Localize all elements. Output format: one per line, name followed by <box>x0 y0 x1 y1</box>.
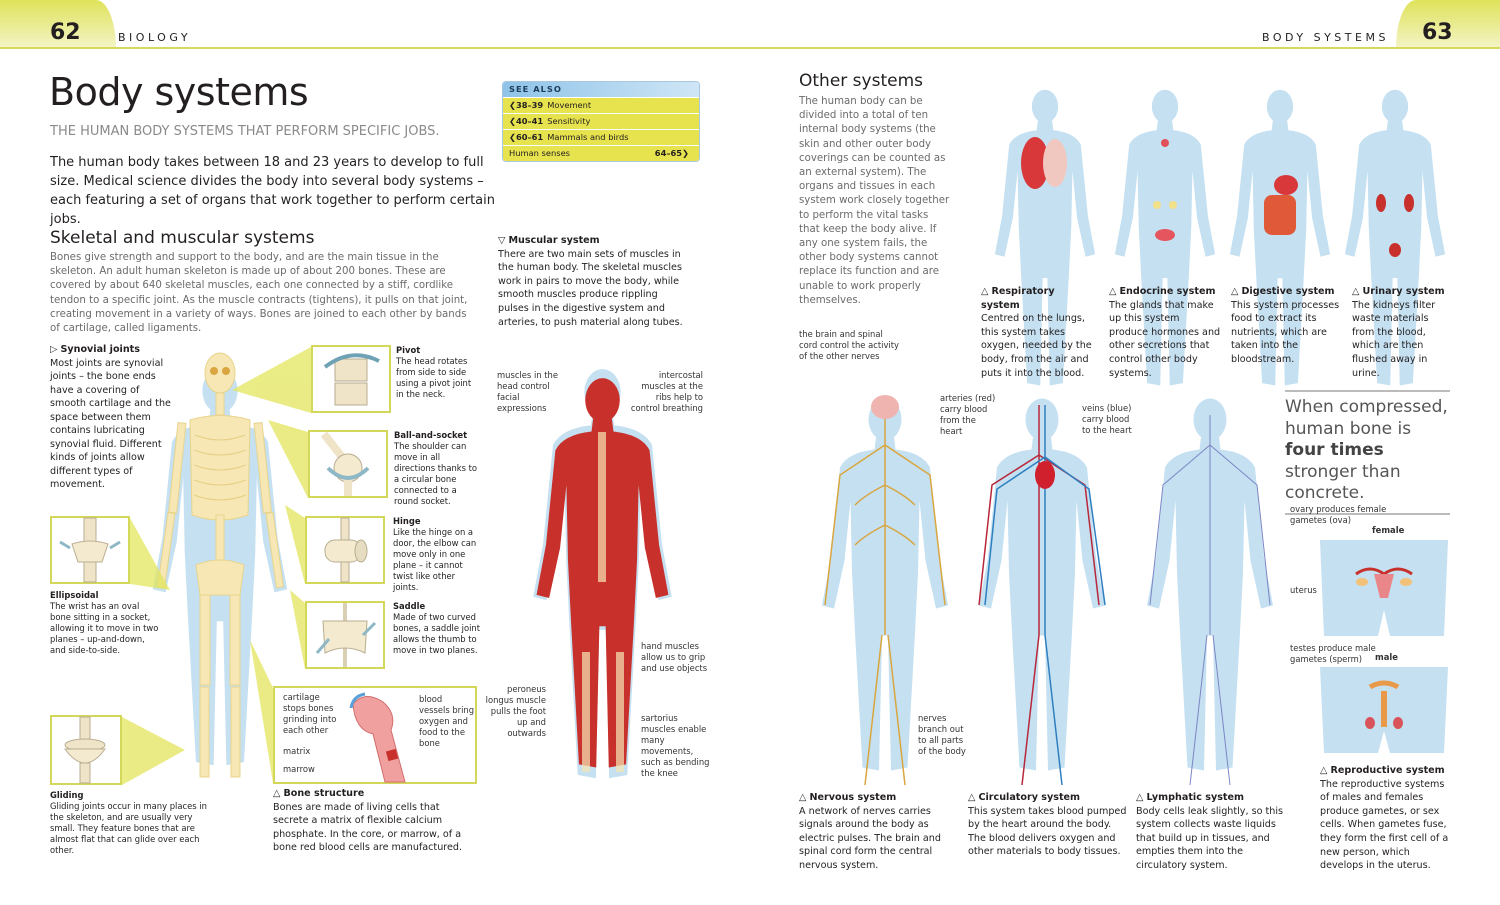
saddle-caption: Saddle Made of two curved bones, a saddle joint allows the thumb to move in two planes. <box>393 601 481 655</box>
see-also-link[interactable]: ❮40–41 Sensitivity <box>503 114 699 129</box>
endocrine-illustration <box>1105 85 1225 275</box>
urinary-caption: △ Urinary system The kidneys filter waste materials from the blood, which are then flushed away in urine. <box>1352 286 1445 379</box>
page-subtitle: THE HUMAN BODY SYSTEMS THAT PERFORM SPECIFIC JOBS. <box>50 124 440 139</box>
femur-cross-section-icon <box>335 690 425 782</box>
digestive-illustration <box>1220 85 1340 275</box>
synovial-caption: ▷ Synovial joints Most joints are synovial joints – the bone ends have a covering of smooth cartilage and the space between them contains lubricating synovial fluid. Different kinds of joints allow different types of movement. <box>50 344 171 490</box>
pivot-joint-icon <box>313 347 389 411</box>
see-also-link[interactable]: ❮60–61 Mammals and birds <box>503 130 699 145</box>
endocrine-caption: △ Endocrine system The glands that make up this system produce hormones and other secretions that control other body systems. <box>1109 286 1221 379</box>
arteries-label: arteries (red) carry blood from the heart <box>940 393 996 436</box>
pivot-caption: Pivot The head rotates from side to side using a pivot joint in the neck. <box>396 345 472 399</box>
circulatory-caption: △ Circulatory system This system takes blood pumped by the heart around the body. The blood delivers oxygen and other materials to body tissues. <box>968 792 1127 858</box>
blood-vessels-label: blood vessels bring oxygen and food to the bone <box>419 694 475 748</box>
intercostal-label: intercostal muscles at the ribs help to control breathing <box>630 370 703 413</box>
page-number-right: 63 <box>1422 20 1453 45</box>
hinge-caption: Hinge Like the hinge on a door, the elbow can move only in one plane – it cannot twist like other joints. <box>393 516 477 592</box>
urinary-illustration <box>1335 85 1455 275</box>
running-head-right: BODY SYSTEMS <box>1262 31 1389 44</box>
uterus-label: uterus <box>1290 585 1317 595</box>
gliding-joint-diagram <box>50 715 122 785</box>
lymphatic-caption: △ Lymphatic system Body cells leak slightly, so this system collects waste liquids that build up in tissues, and empties them into the circulatory system. <box>1136 792 1284 871</box>
other-systems-heading: Other systems <box>799 71 923 91</box>
ellipsoidal-caption: Ellipsoidal The wrist has an oval bone sitting in a socket, allowing it to move in two planes – up-and-down, and side-to-side. <box>50 590 159 655</box>
pivot-joint-diagram <box>311 345 391 413</box>
hand-muscles-label: hand muscles allow us to grip and use objects <box>641 641 708 673</box>
saddle-joint-diagram <box>305 601 385 669</box>
respiratory-illustration <box>985 85 1105 275</box>
respiratory-caption: △ Respiratory system Centred on the lungs, this system takes oxygen, needed by the body, from the air and puts it into the blood. <box>981 286 1092 379</box>
lymphatic-system-illustration <box>1135 385 1285 790</box>
ball-socket-joint-diagram <box>308 430 388 498</box>
circulatory-system-illustration <box>967 385 1117 790</box>
bone-structure-caption: △ Bone structure Bones are made of living cells that secrete a matrix of flexible calcium phosphate. In the core, or marrow, of a bone red blood cells are manufactured. <box>273 788 463 854</box>
hinge-joint-diagram <box>305 516 385 584</box>
cartilage-label: cartilage stops bones grinding into each other <box>283 692 337 735</box>
gliding-caption: Gliding Gliding joints occur in many places in the skeleton, and are usually very small. They feature bones that are almost flat that can glide over each other. <box>50 790 207 855</box>
page-number-left: 62 <box>50 20 81 45</box>
female-reproductive-illustration <box>1320 540 1448 636</box>
head-muscles-label: muscles in the head control facial expressions <box>497 370 558 413</box>
digestive-caption: △ Digestive system This system processes food to extract its nutrients, which are taken into the bloodstream. <box>1231 286 1340 365</box>
nervous-caption: △ Nervous system A network of nerves carries signals around the body as electric pulses. The brain and spinal cord form the central nervous system. <box>799 792 941 871</box>
ball-socket-caption: Ball-and-socket The shoulder can move in all directions thanks to a circular bone connected to a round socket. <box>394 430 478 506</box>
page-title: Body systems <box>49 70 309 114</box>
male-label: male <box>1375 652 1398 662</box>
nerves-label: nerves branch out to all parts of the body <box>918 713 966 756</box>
ellipsoidal-joint-diagram <box>50 516 130 584</box>
peroneus-label: peroneus longus muscle pulls the foot up and outwards <box>485 684 546 738</box>
saddle-joint-icon <box>307 603 383 667</box>
hinge-joint-icon <box>307 518 383 582</box>
intro-text: The human body takes between 18 and 23 years to develop to full size. Medical science divides the body into several body systems – each featuring a set of organs that work together to perform certain jobs. <box>50 155 495 227</box>
gliding-joint-icon <box>52 717 120 783</box>
see-also-link[interactable]: ❮38–39 Movement <box>503 98 699 113</box>
see-also-heading: SEE ALSO <box>503 82 699 97</box>
veins-label: veins (blue) carry blood to the heart <box>1082 403 1132 435</box>
marrow-label: marrow <box>283 764 315 774</box>
skeletal-body: Bones give strength and support to the body, and are the main tissue in the skeleton. An adult human skeleton is made up of about 200 bones. These are covered by about 640 skeletal muscles, each one connected by a stiff, cordlike tendon to a specific joint. As the muscle contracts (tightens), it pulls on that joint, creating movement in a variety of ways. Bones are joined to each other by bands of cartilage, called ligaments. <box>50 252 468 335</box>
see-also-link[interactable]: Human senses 64–65❯ <box>503 146 699 161</box>
reproductive-caption: △ Reproductive system The reproductive systems of males and females produce gametes, or sex cells. When gametes fuse, they form the first cell of a new person, which develops in the uterus. <box>1320 765 1449 872</box>
ovary-label: ovary produces female gametes (ova) <box>1290 504 1387 525</box>
bone-structure-diagram <box>273 686 477 784</box>
ball-socket-joint-icon <box>310 432 386 496</box>
female-label: female <box>1372 525 1405 535</box>
skeletal-heading: Skeletal and muscular systems <box>50 228 315 248</box>
ellipsoidal-joint-icon <box>52 518 128 582</box>
testes-label: testes produce male gametes (sperm) <box>1290 643 1376 664</box>
matrix-label: matrix <box>283 746 311 756</box>
male-reproductive-illustration <box>1320 667 1448 753</box>
other-systems-body: The human body can be divided into a total of ten internal body systems (the skin and other outer body coverings can be counted as an external system). The organs and tissues in each system work closely together to perform the vital tasks that keep the body alive. If any one system fails, the other body systems cannot replace its function and are unable to work properly themselves. <box>799 96 950 306</box>
brain-label: the brain and spinal cord control the activity of the other nerves <box>799 329 899 361</box>
muscular-caption: ▽ Muscular system There are two main sets of muscles in the human body. The skeletal muscles work in pairs to move the body, while smooth muscles produce rippling pulses in the digestive system and arteries, to push material along tubes. <box>498 235 683 328</box>
fact-quote: When compressed, human bone is four times stronger than concrete. <box>1285 390 1450 515</box>
sartorius-label: sartorius muscles enable many movements, such as bending the knee <box>641 713 710 778</box>
running-head-left: BIOLOGY <box>118 31 192 44</box>
